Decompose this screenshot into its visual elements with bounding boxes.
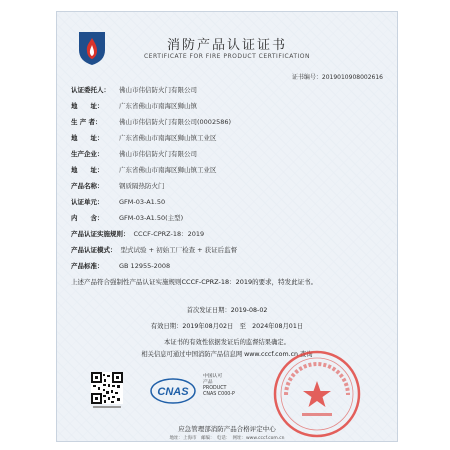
field-value: 佛山市伟信防火门有限公司	[119, 86, 197, 94]
cnas-logo-text: CNAS	[157, 386, 189, 398]
issuer-address: 地址：上海市 邮编： 电话： 网址：www.cccf.com.cn	[169, 436, 285, 441]
certificate-number: 证书编号：2019010908002616	[291, 74, 383, 81]
field-address-3	[71, 165, 217, 174]
validity-period: 有效日期：2019年08月02日 至 2024年08月01日	[150, 323, 304, 330]
field-label: 认证委托人：	[71, 86, 110, 94]
certificate-title-english: CERTIFICATE FOR FIRE PRODUCT CERTIFICATION	[143, 53, 311, 60]
compliance-statement: 上述产品符合强制性产品认证实施规则CCCF-CPRZ-18：2019的要求，特发此证书。	[71, 278, 318, 286]
inquiry-note: 相关信息可通过中国消防产品信息网 www.cccf.com.cn 查询	[141, 351, 313, 358]
issuer-name: 应急管理部消防产品合格评定中心	[178, 425, 276, 433]
field-label: 认证单元：	[71, 198, 104, 206]
cnas-line: CNAS C000-P	[203, 392, 235, 397]
field-applicant	[71, 85, 197, 94]
qr-code-icon	[91, 372, 123, 410]
field-label: 地 址：	[71, 166, 104, 174]
field-value: 广东省佛山市南海区狮山镇	[119, 102, 197, 110]
field-value: 钢质隔热防火门	[119, 182, 165, 190]
field-includes	[71, 213, 183, 222]
cnas-accreditation-text	[203, 374, 235, 398]
field-product-standard	[71, 261, 170, 270]
field-value: 广东省佛山市南海区狮山镇工业区	[119, 166, 217, 174]
validity-note: 本证书的有效性依据发证后的监督结果确定。	[164, 339, 290, 346]
field-cert-mode	[71, 245, 237, 254]
cnas-line: 中国认可	[203, 374, 223, 379]
field-address-1	[71, 101, 197, 110]
first-issue-date: 首次发证日期：2019-08-02	[186, 307, 268, 314]
field-address-2	[71, 133, 217, 142]
field-label: 生产企业：	[71, 150, 104, 158]
field-label: 地 址：	[71, 134, 104, 142]
field-value: GB 12955-2008	[119, 262, 171, 270]
field-value: GFM-03-A1.50	[119, 198, 166, 206]
field-label: 内 含：	[71, 214, 104, 222]
field-manufacturer	[71, 117, 231, 126]
field-implementation-rule	[71, 229, 204, 238]
field-value: GFM-03-A1.50(主型)	[119, 214, 184, 222]
field-value: CCCF-CPRZ-18：2019	[133, 230, 205, 238]
field-product-name	[71, 181, 165, 190]
certificate-sheet	[56, 11, 398, 442]
field-value: 型式试验 + 初始工厂检查 + 获证后监督	[120, 246, 238, 254]
field-factory	[71, 149, 197, 158]
field-label: 产品认证模式：	[71, 246, 117, 254]
field-label: 地 址：	[71, 102, 104, 110]
cnas-line: PRODUCT	[203, 386, 227, 391]
cnas-logo	[150, 378, 196, 404]
field-value: 佛山市伟信防火门有限公司(0002586)	[119, 118, 232, 126]
field-label: 产品认证实施规则：	[71, 230, 130, 238]
field-label: 产品名称：	[71, 182, 104, 190]
field-label: 生 产 者：	[71, 118, 102, 126]
field-value: 广东省佛山市南海区狮山镇工业区	[119, 134, 217, 142]
cnas-line: 产品	[203, 380, 213, 385]
field-cert-unit	[71, 197, 165, 206]
field-label: 产品标准：	[71, 262, 104, 270]
certificate-title: 消防产品认证证书	[166, 38, 287, 53]
field-value: 佛山市伟信防火门有限公司	[119, 150, 197, 158]
